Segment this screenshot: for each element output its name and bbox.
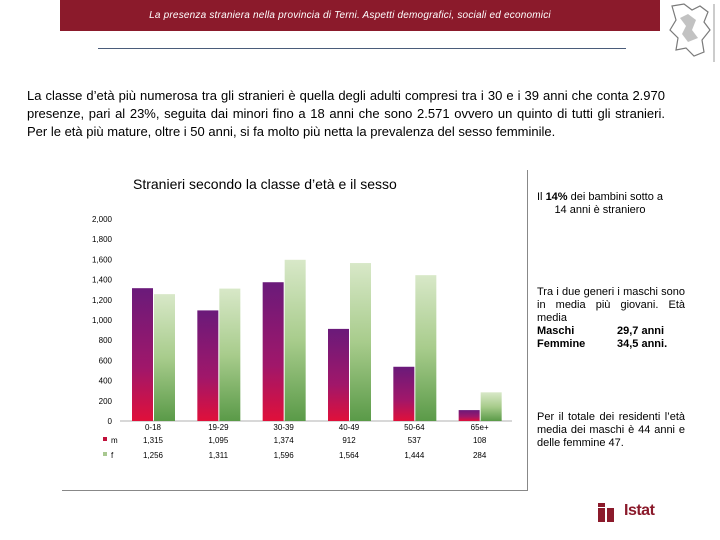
category-label: 40-49 (338, 423, 360, 432)
bar-f (415, 275, 436, 421)
y-tick-label: 600 (98, 356, 112, 366)
header-title: La presenza straniera nella provincia di Terni. Aspetti demografici, sociali ed economici (149, 10, 551, 21)
bar-f (219, 289, 240, 421)
note-children-percent: 14% (545, 191, 568, 203)
y-tick-label: 800 (98, 336, 112, 346)
istat-logo-text: Istat (624, 502, 655, 519)
note-female-value: 34,5 anni. (617, 338, 668, 350)
note-male-label: Maschi (537, 325, 575, 337)
note-children-post: dei bambini sotto a 14 anni è straniero (554, 191, 663, 216)
data-label-m: 537 (407, 436, 422, 445)
note-average-age-text: Tra i due generi i maschi sono in media più giovani. Età media (537, 286, 685, 324)
note-total-residents: Per il totale dei residenti l’età media dei maschi è 44 anni e delle femmine 47. (537, 411, 685, 449)
note-average-age (537, 286, 685, 351)
legend-key-m (103, 437, 107, 441)
y-tick-label: 1,000 (91, 316, 112, 325)
bar-m (263, 282, 284, 421)
bottom-divider (62, 490, 528, 491)
category-label: 50-64 (404, 423, 425, 432)
legend-label-m: m (111, 436, 118, 445)
note-male-row (537, 325, 685, 338)
y-tick-label: 200 (98, 396, 112, 406)
category-label: 30-39 (273, 423, 294, 432)
data-label-m: 1,374 (273, 436, 294, 445)
vertical-divider (527, 170, 528, 490)
data-label-f: 1,256 (142, 451, 164, 460)
y-tick-label: 1,400 (91, 275, 112, 285)
bar-m (393, 367, 414, 421)
y-tick-label: 0 (107, 417, 112, 426)
y-tick-label: 2,000 (91, 215, 112, 224)
intro-paragraph: La classe d’età più numerosa tra gli stranieri è quella degli adulti compresi tra i 30 e i 39 anni che conta 2.970 presenze, pari al 23%, seguita dai minori fino a 18 anni che sono 2.571 ovvero un quinto di tutti gli stranieri. Per le età più mature, oltre i 50 anni, si fa molto più netta la prevalenza del sesso femminile. (27, 88, 665, 139)
note-children-pre: Il (537, 191, 546, 203)
y-tick-label: 1,600 (91, 255, 112, 265)
data-label-f: 1,564 (338, 451, 360, 460)
data-label-f: 1,596 (273, 451, 294, 460)
category-label: 65e+ (470, 423, 489, 432)
bar-f (481, 392, 502, 421)
data-label-m: 1,095 (208, 436, 229, 445)
note-female-label: Femmine (537, 338, 586, 350)
data-label-m: 1,315 (142, 436, 164, 445)
data-label-m: 912 (342, 436, 356, 445)
bar-f (350, 263, 371, 421)
note-male-value: 29,7 anni (617, 325, 665, 337)
legend-label-f: f (111, 451, 114, 460)
note-children (535, 191, 665, 217)
data-label-m: 108 (472, 436, 487, 445)
legend-key-f (103, 452, 107, 456)
y-tick-label: 1,800 (91, 235, 112, 245)
bar-m (459, 410, 480, 421)
bar-f (285, 260, 306, 421)
data-label-f: 1,444 (404, 451, 425, 460)
chart-title: Stranieri secondo la classe d’età e il sesso (133, 176, 397, 192)
bar-m (328, 329, 349, 421)
y-tick-label: 1,200 (91, 295, 112, 305)
bar-f (154, 294, 175, 421)
data-label-f: 1,311 (208, 451, 229, 460)
data-label-f: 284 (472, 451, 487, 460)
note-female-row (537, 338, 685, 351)
category-label: 19-29 (208, 423, 229, 432)
y-tick-label: 400 (98, 376, 112, 386)
category-label: 0-18 (144, 423, 162, 432)
bar-m (132, 288, 153, 421)
bar-m (197, 310, 218, 421)
